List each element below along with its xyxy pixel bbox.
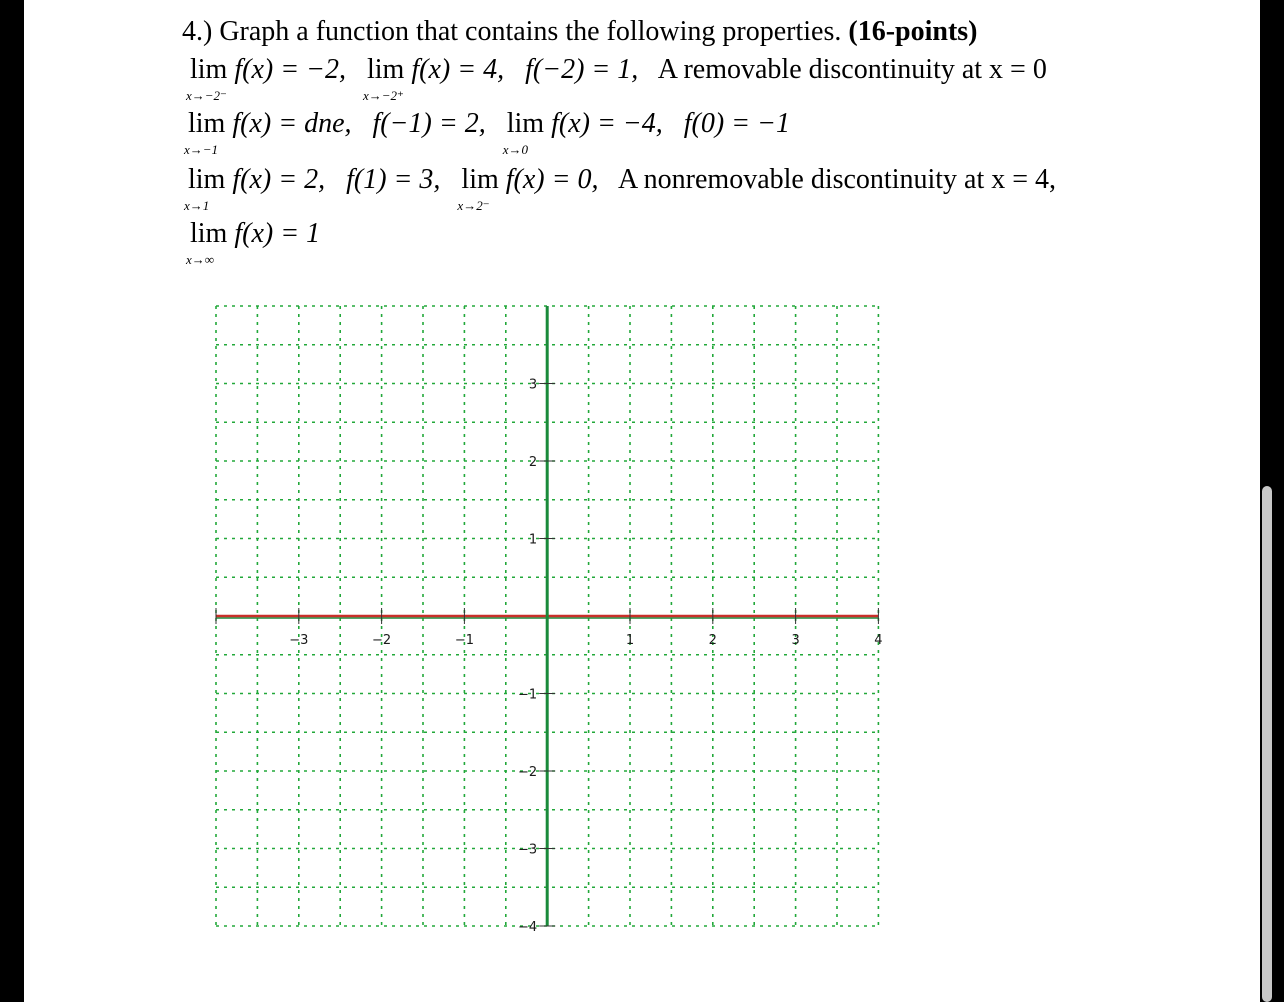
question-text: 4.) Graph a function that contains the following properties. — [182, 16, 842, 47]
property-line-3 — [184, 164, 1057, 213]
function-value: f(−1) = 2, — [372, 108, 486, 139]
limit-term: lim x→−2⁻ — [186, 54, 228, 103]
function-value: f(1) = 3, — [346, 164, 441, 195]
limit-term: lim x→2⁻ — [457, 164, 499, 213]
property-text: A nonremovable discontinuity at x = 4, — [617, 164, 1057, 195]
limit-term: lim x→∞ — [186, 218, 228, 267]
limit-expression: f(x) = dne, — [232, 108, 352, 139]
question-title — [182, 16, 978, 48]
property-line-4 — [186, 218, 321, 267]
question-points: (16-points) — [848, 16, 978, 47]
function-value: f(0) = −1 — [683, 108, 790, 139]
function-value: f(−2) = 1, — [525, 54, 639, 85]
limit-term: lim x→−2⁺ — [363, 54, 405, 103]
x-tick-label: −3 — [289, 633, 309, 648]
limit-expression: f(x) = 2, — [232, 164, 326, 195]
y-tick-label: 2 — [528, 455, 538, 470]
x-tick-label: −1 — [454, 633, 474, 648]
x-tick-label: 4 — [874, 633, 883, 648]
property-line-2 — [184, 108, 790, 157]
y-tick-label: −3 — [518, 842, 538, 858]
limit-expression: f(x) = −2, — [234, 54, 346, 85]
y-tick-label: −2 — [518, 765, 538, 780]
property-text: A removable discontinuity at x = 0 — [657, 54, 1047, 85]
scrollbar[interactable] — [1262, 486, 1272, 1002]
y-tick-label: −4 — [518, 920, 538, 935]
limit-expression: f(x) = 4, — [411, 54, 505, 85]
x-tick-label: 2 — [708, 633, 717, 648]
limit-term: lim x→−1 — [184, 108, 226, 157]
limit-term: lim x→0 — [502, 108, 545, 157]
x-tick-label: 1 — [625, 633, 635, 648]
y-tick-label: 3 — [528, 377, 538, 393]
limit-term: lim x→1 — [184, 164, 226, 213]
y-tick-label: 1 — [528, 532, 538, 548]
coordinate-grid[interactable] — [186, 296, 890, 940]
x-tick-label: −2 — [372, 633, 392, 648]
y-tick-label: −1 — [518, 687, 538, 703]
limit-expression: f(x) = 1 — [234, 218, 321, 249]
limit-expression: f(x) = −4, — [551, 108, 663, 139]
limit-expression: f(x) = 0, — [505, 164, 599, 195]
property-line-1 — [186, 54, 1047, 103]
x-tick-label: 3 — [791, 633, 800, 648]
